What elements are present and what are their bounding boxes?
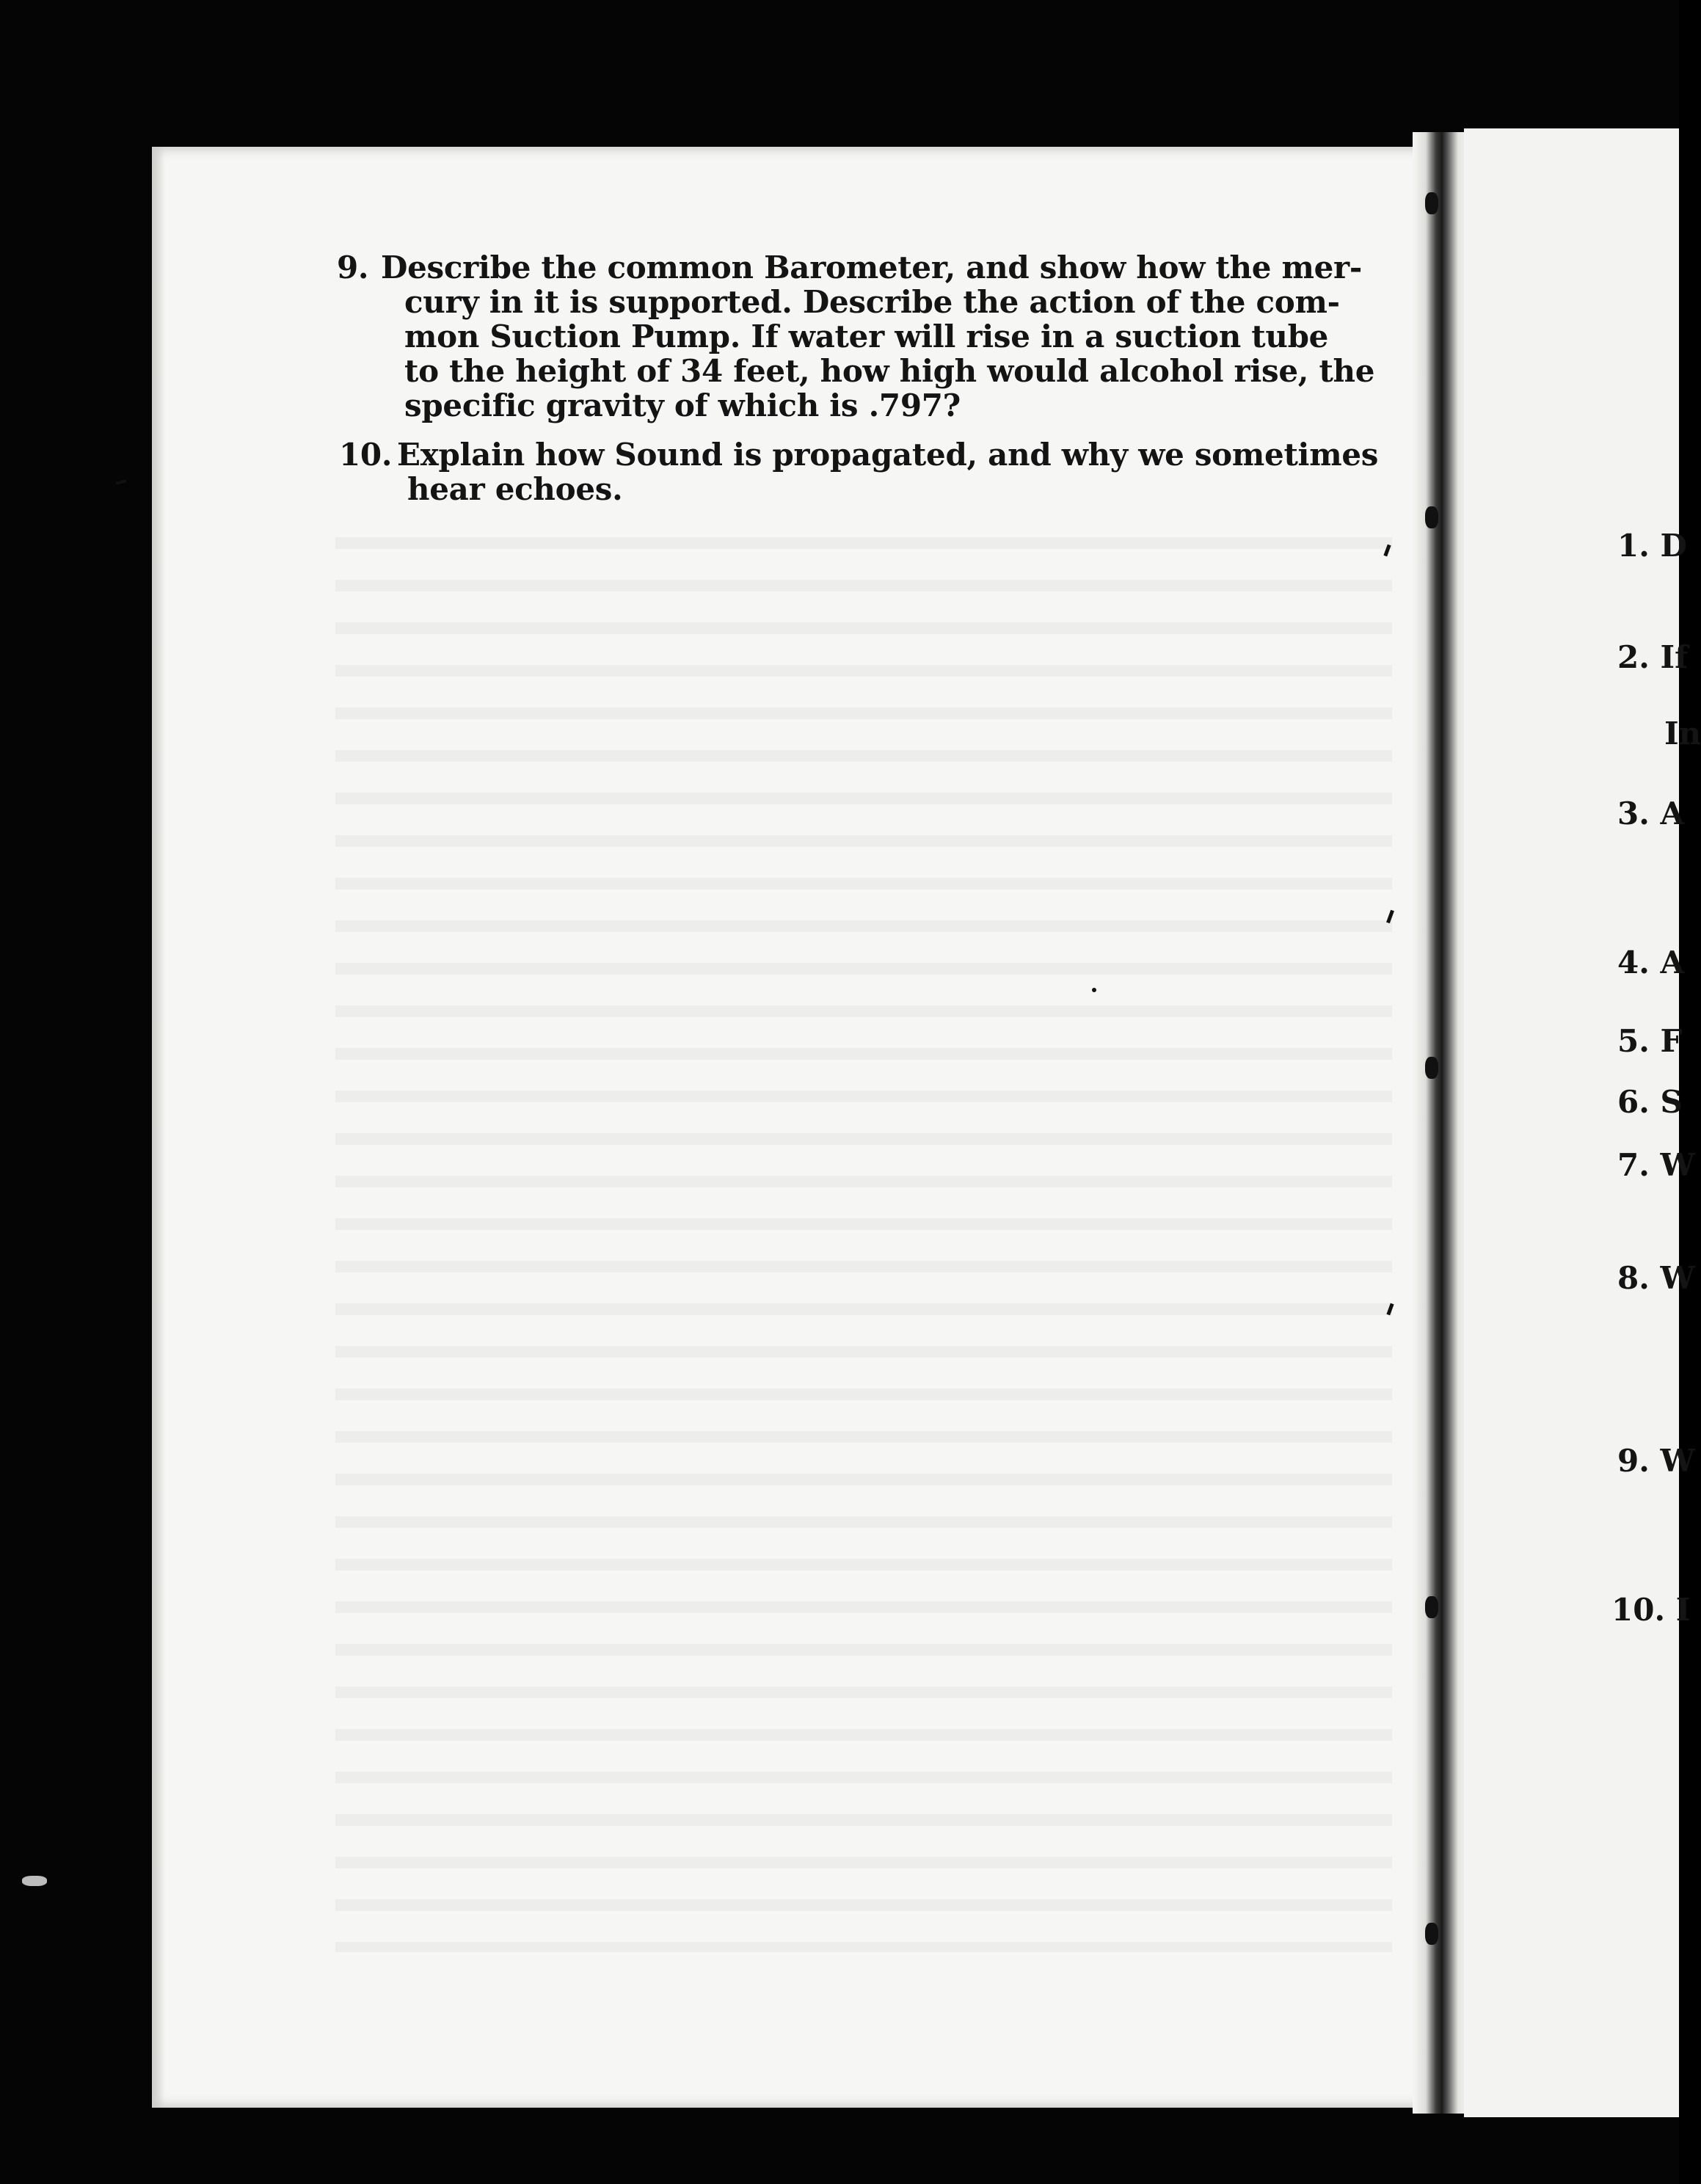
question-number: 10.: [339, 437, 393, 473]
book-spine: [1413, 132, 1464, 2114]
question-body: [381, 250, 1374, 423]
binding-stitch: [1425, 506, 1438, 528]
right-item: 6. S: [1617, 1084, 1683, 1120]
binding-stitch: [1425, 1057, 1438, 1079]
question-body: [397, 437, 1378, 506]
question-line: mon Suction Pump. If water will rise in a suction tube: [404, 318, 1329, 354]
binding-stitch: [1425, 1923, 1438, 1945]
question-line: to the height of 34 feet, how high would alcohol rise, the: [404, 353, 1375, 389]
right-item: 9. W: [1617, 1443, 1695, 1479]
question-line: Describe the common Barometer, and show how the mer-: [381, 250, 1362, 285]
binding-stitch: [1425, 192, 1438, 214]
right-item: 8. W: [1617, 1260, 1695, 1296]
right-item: 5. F: [1617, 1023, 1683, 1059]
right-item: 1. D: [1617, 528, 1687, 564]
right-item: 2. If: [1617, 639, 1689, 675]
right-item: 7. W: [1617, 1147, 1695, 1183]
question-line: specific gravity of which is .797?: [404, 387, 961, 423]
question-line: cury in it is supported. Describe the action of the com-: [404, 284, 1340, 320]
right-item: 4. A: [1617, 944, 1685, 980]
right-item: 3. A: [1617, 796, 1685, 831]
scan-speck: [116, 479, 127, 484]
question-number: 9.: [337, 250, 369, 285]
right-page: [1464, 128, 1679, 2117]
right-item: In: [1664, 716, 1701, 751]
bleed-through-text: [335, 521, 1392, 1952]
right-item: 10. I: [1611, 1592, 1691, 1628]
question-line: hear echoes.: [407, 471, 623, 507]
scan-speck: [22, 1876, 47, 1886]
binding-stitch: [1425, 1596, 1438, 1618]
question-line: Explain how Sound is propagated, and why we sometimes: [397, 437, 1379, 473]
scan-speck: [1092, 988, 1096, 992]
